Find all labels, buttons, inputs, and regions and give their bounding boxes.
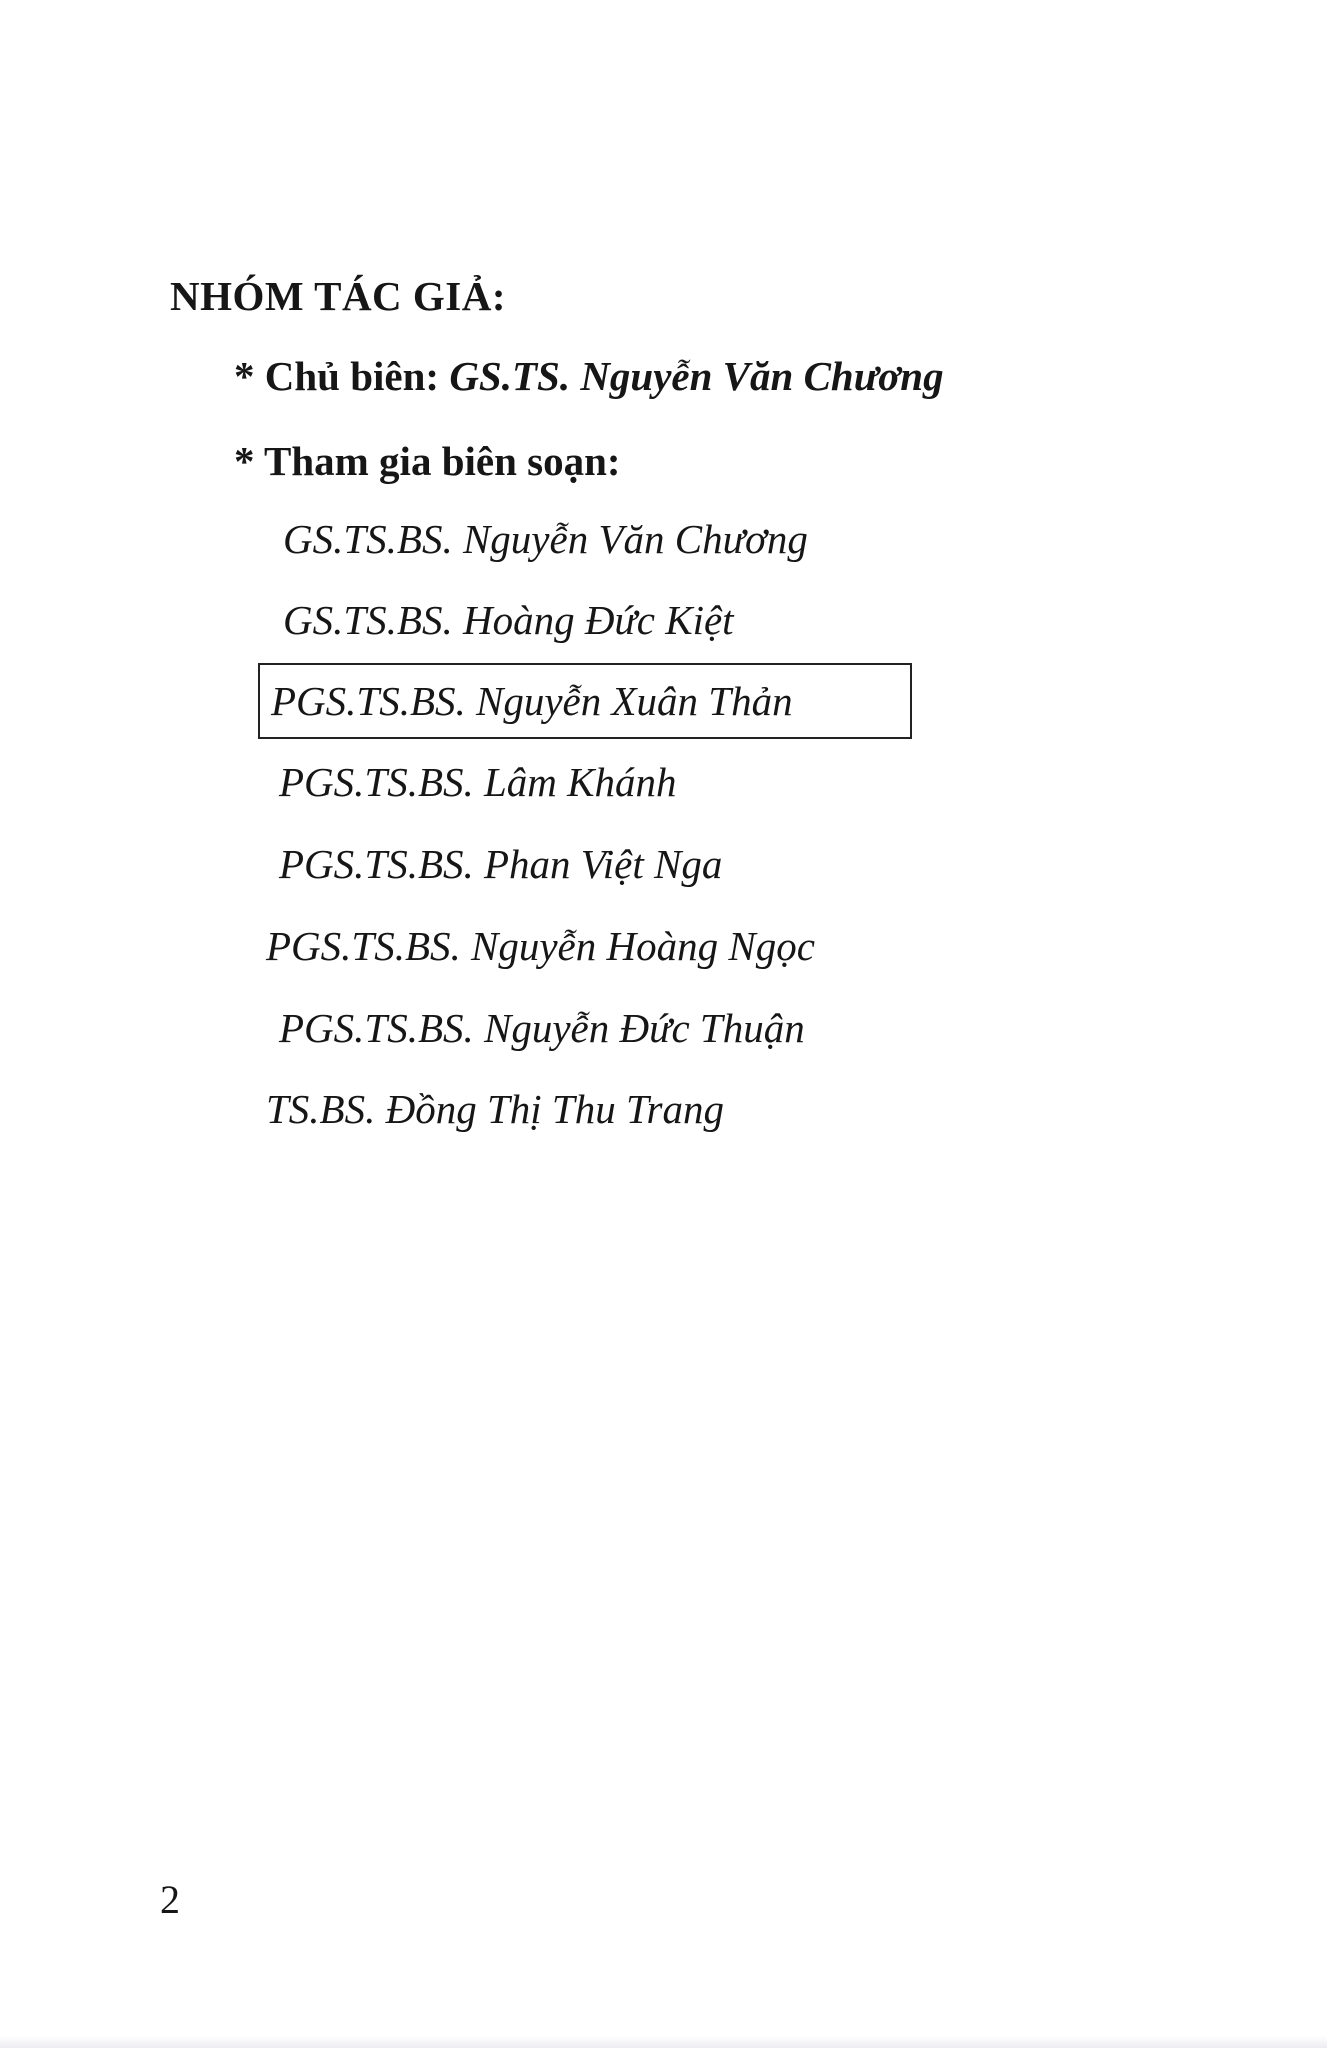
author-item: GS.TS.BS. Hoàng Đức Kiệt <box>283 597 734 643</box>
author-item: PGS.TS.BS. Phan Việt Nga <box>279 841 723 887</box>
page-bottom-edge <box>0 2036 1327 2048</box>
author-item-highlighted: PGS.TS.BS. Nguyễn Xuân Thản <box>271 678 793 724</box>
author-item: TS.BS. Đồng Thị Thu Trang <box>266 1086 724 1132</box>
author-group-heading: NHÓM TÁC GIẢ: <box>170 273 507 319</box>
author-item: PGS.TS.BS. Nguyễn Đức Thuận <box>279 1005 805 1051</box>
chief-editor-line <box>234 352 944 400</box>
contributors-label: * Tham gia biên soạn: <box>234 438 621 484</box>
chief-editor-label: * Chủ biên: <box>234 353 440 399</box>
chief-editor-name: GS.TS. Nguyễn Văn Chương <box>449 353 944 399</box>
author-item: GS.TS.BS. Nguyễn Văn Chương <box>283 516 808 562</box>
author-item: PGS.TS.BS. Nguyễn Hoàng Ngọc <box>266 923 815 969</box>
author-item: PGS.TS.BS. Lâm Khánh <box>279 759 677 805</box>
page-number: 2 <box>160 1877 180 1922</box>
